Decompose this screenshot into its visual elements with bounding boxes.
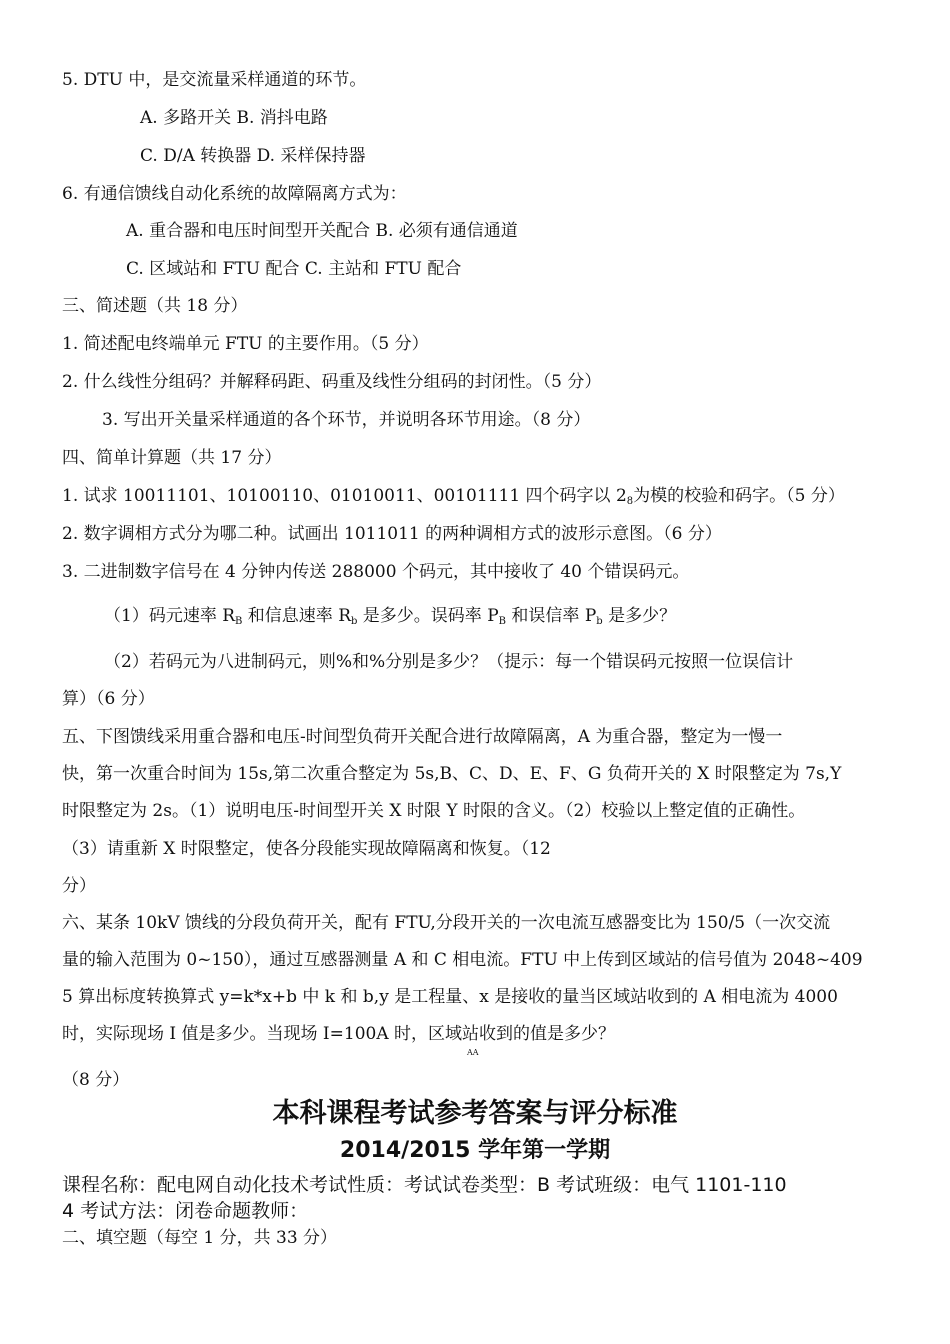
- section6-line5: （8 分）: [62, 1070, 130, 1090]
- section6-line3: 5 算出标度转换算式 y=k*x+b 中 k 和 b,y 是工程量、x 是接收的量当区域站收到的 A 相电流为 4000: [62, 987, 838, 1007]
- q3-1-sub-b: B: [235, 616, 243, 627]
- section4-q2: 2. 数字调相方式分为哪二种。试画出 1011011 的两种调相方式的波形示意图。（6 分）: [62, 524, 722, 544]
- section5-line5: 分）: [62, 876, 96, 896]
- q3-1-sub-h: b: [596, 616, 603, 627]
- section3-q2: 2. 什么线性分组码？并解释码距、码重及线性分组码的封闭性。（5 分）: [62, 372, 602, 392]
- section5-line4: （3）请重新 X 时限整定，使各分段能实现故障隔离和恢复。（12: [62, 839, 551, 859]
- q3-1-text-g: 和误信率 P: [506, 606, 597, 626]
- q3-1-sub-f: B: [498, 616, 507, 627]
- section4-q1-text-end: 为模的校验和码字。（5 分）: [633, 486, 845, 506]
- section4-q1: [62, 484, 845, 514]
- answer-key-title: 本科课程考试参考答案与评分标准: [272, 1098, 678, 1129]
- q6-options-ab: A. 重合器和电压时间型开关配合 B. 必须有通信通道: [126, 221, 518, 241]
- q5-options-ab: A. 多路开关 B. 消抖电路: [140, 108, 328, 128]
- section6-line2: 量的输入范围为 0~150），通过互感器测量 A 和 C 相电流。FTU 中上传到区域站的信号值为 2048~409: [62, 950, 863, 970]
- section4-q3-part2-line1: （2）若码元为八进制码元，则%和%分别是多少？（提示：每一个错误码元按照一位误信计: [104, 652, 794, 672]
- section3-title: 三、简述题（共 18 分）: [62, 296, 248, 316]
- section4-q1-text: 1. 试求 10011101、10100110、01010011、00101111 四个码字以 2: [62, 486, 627, 506]
- q3-1-text-a: （1）码元速率 R: [104, 606, 236, 626]
- q3-1-sub-d: b: [351, 616, 358, 627]
- section5-line1: 五、下图馈线采用重合器和电压-时间型负荷开关配合进行故障隔离，A 为重合器，整定为一慢一: [62, 727, 783, 747]
- q5-options-cd: C. D/A 转换器 D. 采样保持器: [140, 146, 366, 166]
- answer-key-subtitle: 2014/2015 学年第一学期: [339, 1138, 611, 1163]
- section5-line3: 时限整定为 2s。（1）说明电压-时间型开关 X 时限 Y 时限的含义。（2）校验以上整定值的正确性。: [62, 801, 806, 821]
- q3-1-text-e: 是多少。误码率 P: [357, 606, 499, 626]
- course-info-line1: 课程名称：配电网自动化技术考试性质：考试试卷类型：B 考试班级：电气 1101-110: [62, 1174, 787, 1196]
- section4-q3-part2-line2: 算）（6 分）: [62, 689, 155, 709]
- section4-q3-part1: [104, 604, 676, 634]
- q6-options-cd: C. 区域站和 FTU 配合 C. 主站和 FTU 配合: [126, 259, 462, 279]
- q6-stem: 6. 有通信馈线自动化系统的故障隔离方式为：: [62, 184, 407, 204]
- section4-q3: 3. 二进制数字信号在 4 分钟内传送 288000 个码元，其中接收了 40 个错误码元。: [62, 562, 690, 582]
- answer-section2-title: 二、填空题（每空 1 分，共 33 分）: [62, 1228, 338, 1248]
- q3-1-text-i: 是多少？: [602, 606, 677, 626]
- section4-title: 四、简单计算题（共 17 分）: [62, 448, 282, 468]
- section5-line2: 快，第一次重合时间为 15s,第二次重合整定为 5s,B、C、D、E、F、G 负荷开关的 X 时限整定为 7s,Y: [62, 764, 842, 784]
- q3-1-text-c: 和信息速率 R: [242, 606, 351, 626]
- section6-line1: 六、某条 10kV 馈线的分段负荷开关，配有 FTU,分段开关的一次电流互感器变比为 150/5（一次交流: [62, 913, 831, 933]
- section3-q1: 1. 简述配电终端单元 FTU 的主要作用。（5 分）: [62, 334, 429, 354]
- q5-stem: 5. DTU 中，是交流量采样通道的环节。: [62, 70, 367, 90]
- course-info-line2: 4 考试方法：闭卷命题教师：: [62, 1200, 309, 1222]
- section6-small-mark: AA: [467, 1048, 479, 1057]
- section6-line4: 时，实际现场 I 值是多少。当现场 I=100A 时，区域站收到的值是多少？: [62, 1024, 616, 1044]
- section4-q1-subscript: 8: [626, 496, 634, 507]
- section3-q3: 3. 写出开关量采样通道的各个环节，并说明各环节用途。（8 分）: [102, 410, 591, 430]
